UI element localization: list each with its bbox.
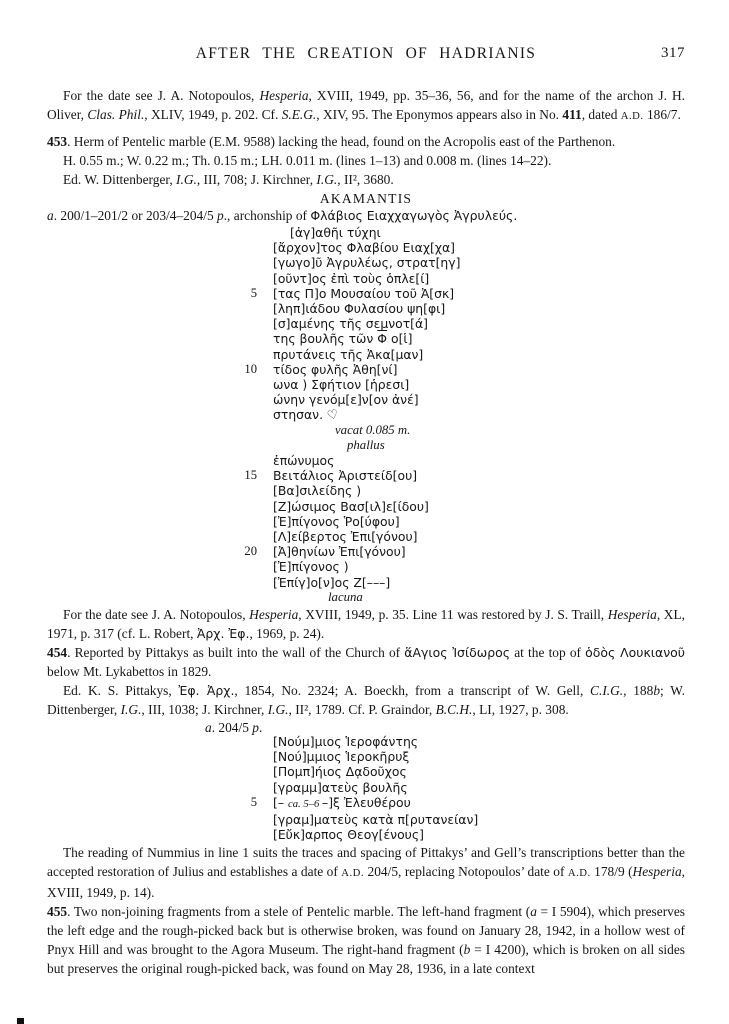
text-segment: I.G. [176,172,197,187]
text-segment: I.G. [267,702,289,718]
text-segment: at the top of [510,645,586,661]
line-number [217,827,257,842]
line-number [217,453,257,468]
inscription-line-text [273,316,428,331]
text-segment: 455 [47,903,68,919]
page-header [47,44,685,63]
inscription-line [217,514,685,529]
inscription-line [217,575,685,590]
text-segment: , II², 3680. [337,172,394,187]
text-segment: A.D. [620,110,644,122]
inscription-line [217,286,685,301]
inscription-line [217,347,685,362]
inscription-line [217,559,685,574]
inscription-line [217,812,685,827]
inscription-line-text [273,734,418,749]
inscription-454 [217,734,685,842]
text-segment: [Πομπ]ήιος Δᾳδοῦχος [273,764,407,780]
text-segment: ca. 5–6 [287,798,323,810]
line-number [217,240,257,255]
line-number [217,559,257,574]
inscription-line [217,377,685,392]
page-title: AFTER THE CREATION OF HADRIANIS [195,45,537,62]
text-segment: ; W. Dittenberger, [47,683,685,718]
text-segment: [ἀγ]αθῆι τύχηι [290,225,381,240]
text-segment: [γωγο]ῦ Ἀγρυλέως, στρατ[ηγ] [273,255,461,271]
inscription-line [217,316,685,331]
text-segment: πρυτάνεις τῆς Ἀκα[μαν] [273,346,424,362]
text-segment: [οῦντ]ος ἐπὶ τοὺς ὁπλε[ί] [273,270,430,286]
inscription-line [217,362,685,377]
text-segment: –]ξ Ἐλευθέρου [322,794,411,810]
text-segment: ἅΑγιος Ἰσίδωρος [404,645,511,661]
inscription-line-text [273,407,338,422]
line-number [217,780,257,795]
inscription-note: lacuna [328,589,363,604]
inscription-note: phallus [347,437,385,452]
inscription-line [217,499,685,514]
inscription-line-text [273,255,460,270]
inscription-line [217,734,685,749]
inscription-line [217,301,685,316]
inscription-line [217,544,685,559]
text-segment: ὁδὸς Λουκιανοῦ [585,645,686,661]
inscription-line [217,255,685,270]
text-segment: b [463,941,471,957]
text-segment: A.D. [341,866,365,879]
text-segment: b [653,683,661,699]
line-number [217,575,257,590]
text-segment: Ἀρχ. Ἐφ. [196,626,250,642]
line-number [217,734,257,749]
page-number: 317 [661,45,685,61]
line-number: 5 [250,285,257,300]
text-segment: Φλάβιος Ειαχχαγωγὸς Ἀγρυλεύς. [310,208,518,223]
text-segment: $\overline{\Phi}$ [377,331,388,347]
inscription-line-text [273,301,445,316]
editions-line-453 [63,170,685,189]
intro-paragraph [47,86,685,126]
text-segment: I.G. [120,702,142,718]
inscription-line-text [273,575,390,590]
comment-454-paragraph [47,843,685,902]
text-segment: . Herm of Pentelic marble (E.M. 9588) lacking the head, found on the Acropolis east of the Parthenon. [67,134,616,149]
text-segment: Hesperia [607,607,657,623]
line-number: 5 [250,794,257,809]
line-number [217,499,257,514]
text-segment: της βουλῆς τῶν [273,331,378,347]
inscription-line-text [273,453,334,468]
text-segment: Hesperia [259,88,309,103]
inscription-line [217,392,685,407]
inscription-line-text [273,331,412,346]
text-segment: , 1969, p. 24). [249,626,325,642]
entry-453-paragraph [47,132,685,151]
text-segment: . Reported by Pittakys as built into the wall of the Church of [67,645,405,661]
text-segment: , 188 [623,683,654,699]
inscription-line-text [273,827,424,842]
inscription-line-text [273,764,407,779]
text-segment: ἐπώνυμος [273,453,335,469]
text-segment: p [217,208,224,223]
text-segment: , XL, 1971, p. 317 (cf. L. Robert, [47,607,685,642]
inscription-line [217,331,685,346]
inscription-line [217,483,685,498]
text-segment: 411 [562,107,582,122]
inscription-line [217,795,685,812]
scan-artifact-mark [17,1018,24,1024]
text-segment: Ed. W. Dittenberger, [63,172,177,187]
text-segment: 178/9 ( [590,863,633,879]
text-segment: [τας Π]ο Μουσαίου τοῦ Ἀ[σκ] [273,285,455,301]
line-number [217,225,257,240]
inscription-line-text [273,286,454,301]
text-segment: Ed. K. S. Pittakys, [63,683,179,699]
line-number [217,301,257,316]
line-number [217,529,257,544]
text-segment: S.E.G. [281,107,317,122]
text-segment: = I 4200), which is broken on all sides but preserves the original rough-picked back, was found on May 28, 1936, in a late context [47,941,686,976]
text-segment: , LI, 1927, p. 308. [472,702,569,718]
text-segment: 204/5, replacing Notopoulos’ date of [364,863,568,879]
text-segment: στησαν. [273,407,327,423]
page-content [47,0,685,978]
text-segment: Hesperia [632,863,682,879]
line-number [217,377,257,392]
line-number [217,255,257,270]
text-segment: , III, 708; J. Kirchner, [196,172,317,187]
inscription-line-text [273,483,361,498]
text-segment: 453 [47,134,68,149]
inscription-line-text [273,514,400,529]
inscription-line [217,225,685,240]
text-segment: B.C.H. [435,702,473,718]
inscription-line-text [273,362,397,377]
text-segment: [– [273,794,288,810]
text-segment: ωνα ) Σφήτιον [ἡρεσι] [273,377,410,393]
inscription-line-text [273,812,478,827]
text-segment: [Εὔκ]αρπος Θεογ[ένους] [273,827,424,843]
text-segment: Clas. Phil. [87,107,145,122]
line-number [217,331,257,346]
text-segment: , dated [581,107,621,122]
text-segment: A.D. [567,866,591,879]
inscription-line [217,453,685,468]
inscription-line-text [273,271,429,286]
inscription-line [217,764,685,779]
inscription-line-text [273,529,417,544]
text-segment: . 200/1–201/2 or 203/4–204/5 [53,208,217,223]
line-number [217,407,257,422]
text-segment: ♡ [325,406,340,424]
text-segment: , 1854, No. 2324; A. Boeckh, from a transcript of W. Gell, [234,683,591,699]
text-segment: ., archonship of [223,208,311,223]
date-line-453 [47,207,685,225]
text-segment: , XVIII, 1949, p. 35. Line 11 was restored by J. S. Traill, [298,607,608,623]
text-segment: . Two non-joining fragments from a stele of Pentelic marble. The left-hand fragment ( [67,903,531,919]
inscription-line-text [273,749,409,764]
line-number [217,347,257,362]
inscription-line-text [273,392,419,407]
text-segment: Βειτάλιος Ἀριστείδ[ου] [273,468,418,484]
text-segment: For the date see J. A. Notopoulos, [63,607,250,623]
inscription-line [217,780,685,795]
text-segment: a [205,720,212,736]
inscription-line [217,468,685,483]
text-segment: [ληπ]ιάδου Φυλασίου ψη[φι] [273,301,446,317]
editions-454-paragraph [47,681,685,719]
inscription-line-text [273,377,409,392]
inscription-note: vacat 0.085 m. [335,422,411,437]
text-segment: 186/7. [643,107,681,122]
text-segment: For the date see J. A. Notopoulos, [63,88,260,103]
text-segment: a [47,208,54,223]
inscription-line-text [273,240,455,255]
text-segment: , III, 1038; J. Kirchner, [141,702,268,718]
text-segment: ο[ἱ] [387,331,413,347]
inscription-line-text [273,780,408,795]
text-segment: p [252,720,259,736]
line-number: 10 [244,361,257,376]
text-segment: a [530,903,537,919]
text-segment: [Λ]είβερτος Ἐπι[γόνου] [273,529,418,545]
text-segment: . 204/5 [211,720,253,736]
text-segment: [σ]αμένης τῆς σεμνοτ[ά] [273,316,429,332]
line-number: 20 [244,544,257,559]
text-segment: [γραμ]ματεὺς κατὰ π[ρυτανείαν] [273,812,479,828]
inscription-line [217,827,685,842]
text-segment: . [258,720,263,736]
text-segment: [Νού]μμιος Ἱεροκῆρυξ [273,749,410,765]
text-segment: H. 0.55 m.; W. 0.22 m.; Th. 0.15 m.; LH. 0.011 m. (lines 1–13) and 0.008 m. (lines 14–22). [63,153,552,168]
text-segment: ώνην γενόμ[ε]ν[ον ἀνέ] [273,392,419,408]
inscription-line [217,271,685,286]
inscription-line-text [273,347,423,362]
line-number [217,271,257,286]
inscription-line-text [273,544,406,559]
inscription-line-text [273,795,411,812]
text-segment: [Βα]σιλείδης ) [273,483,362,499]
text-segment: I.G. [316,172,338,187]
inscription-line-text [273,468,417,483]
entry-454-paragraph [47,643,685,681]
text-segment: Ἐφ. Ἀρχ. [178,683,235,699]
text-segment: [Ζ]ώσιμος Βασ[ιλ]ε[ίδου] [273,498,429,514]
text-segment: , XVIII, 1949, pp. 35–36, 56, and for the name of the archon J. H. Oliver, [47,88,685,122]
text-segment: , II², 1789. Cf. P. Graindor, [288,702,436,718]
entry-455-paragraph [47,902,685,978]
inscription-line [217,749,685,764]
text-segment: [Νούμ]μιος Ἱεροφάντης [273,734,419,750]
text-segment: [Ἐ]πίγονος ) [273,559,349,575]
inscription-line-text [273,559,349,574]
comment-453-paragraph [47,605,685,643]
text-segment: [Ἐ]πίγονος Ῥο[ύφου] [273,513,400,529]
text-segment: 454 [47,645,68,661]
line-number: 15 [244,468,257,483]
inscription-line [217,240,685,255]
dimensions-line [63,151,685,170]
text-segment: [Ἐπίγ]ο[ν]ος Ζ[–––] [273,574,391,590]
text-segment: , XLIV, 1949, p. 202. Cf. [144,107,282,122]
text-segment: [ἄρχον]τος Φλαβίου Ειαχ[χα] [273,240,455,256]
inscription-line-text [273,499,429,514]
text-segment: τίδος φυλῆς Ἀθη[νί] [273,361,398,377]
line-number [217,764,257,779]
line-number [217,514,257,529]
line-number [217,812,257,827]
line-number [217,316,257,331]
text-segment: = I 5904), which preserves the left edge and the rough-picked back but is otherwise broken, was found on January 28, 1942, in a hollow west of Pnyx Hill and was brought to the Agora Museum. The right-hand fragment ( [47,903,685,957]
text-segment: , XIV, 95. The Eponymos appears also in No. [316,107,563,122]
line-number [217,392,257,407]
line-number [217,483,257,498]
text-segment: [Ἀ]θηνίων Ἐπι[γόνου] [273,544,406,560]
text-segment: , XVIII, 1949, p. 14). [47,863,685,900]
inscription-line [217,529,685,544]
tribe-heading: AKAMANTIS [319,191,413,206]
inscription-line [217,407,685,422]
line-number [217,749,257,764]
text-segment: The reading of Nummius in line 1 suits the traces and spacing of Pittakys’ and Gell’s transcriptions better than the accepted restoration of Julius and establishes a date of [47,844,685,879]
text-segment: C.I.G. [590,683,624,699]
text-segment: [γραμμ]ατεὺς βουλῆς [273,779,408,795]
text-segment: Hesperia [249,607,299,623]
inscription-line-text [290,225,381,240]
inscription-453 [217,225,685,605]
text-segment: below Mt. Lykabettos in 1829. [47,664,212,680]
